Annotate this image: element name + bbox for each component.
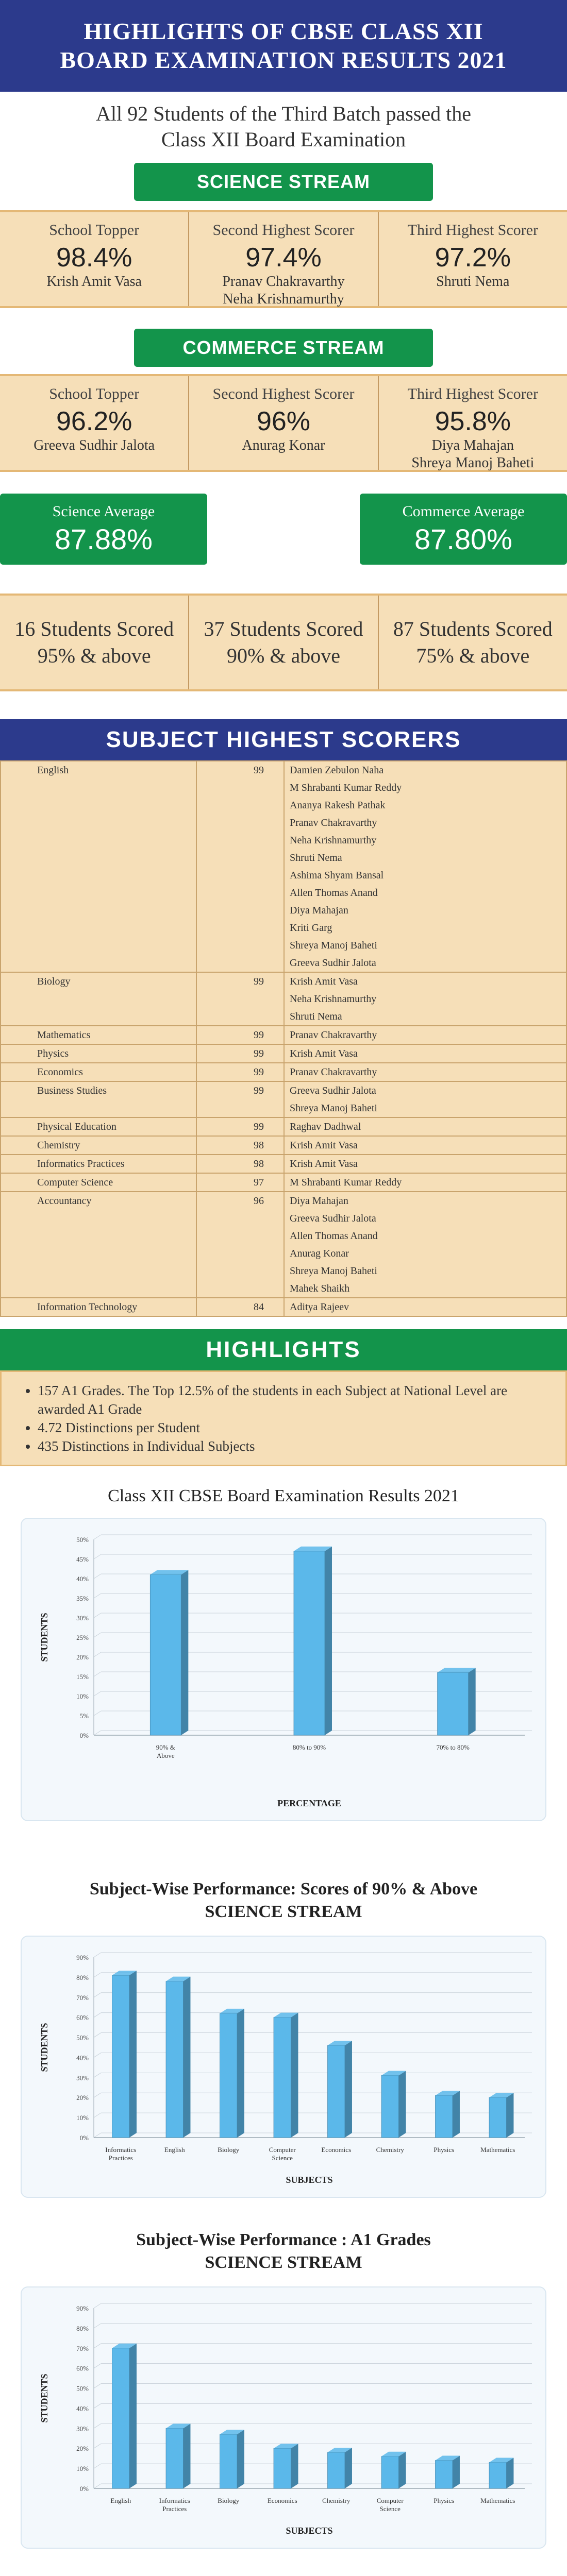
count-75-cell bbox=[379, 596, 567, 689]
subject-row bbox=[1, 1026, 566, 1044]
count-line-2: 75% & above bbox=[416, 644, 530, 667]
x-tick-label: Informatics Practices bbox=[105, 2146, 137, 2162]
bar-front bbox=[381, 2456, 398, 2488]
bar-side bbox=[506, 2458, 513, 2488]
score-percent: 96.2% bbox=[56, 406, 132, 436]
scorer-name: Neha Krishnamurthy bbox=[290, 993, 377, 1005]
scorer-name: Damien Zebulon Naha bbox=[290, 765, 384, 776]
bar bbox=[112, 2344, 137, 2488]
bar bbox=[436, 2456, 460, 2488]
scorer-name: M Shrabanti Kumar Reddy bbox=[290, 1177, 402, 1188]
subject-row bbox=[1, 1192, 566, 1298]
bar-side bbox=[181, 1570, 188, 1735]
subject-score: 99 bbox=[196, 1044, 284, 1063]
commerce-topper-cell bbox=[0, 376, 189, 470]
y-tick-label: 30% bbox=[76, 2425, 89, 2433]
scorer-name: Allen Thomas Anand bbox=[290, 887, 378, 899]
subject-score: 99 bbox=[196, 1063, 284, 1081]
gridline-side bbox=[94, 2093, 101, 2097]
scorer-name: Neha Krishnamurthy bbox=[290, 835, 377, 846]
subject-name: Physics bbox=[1, 1044, 196, 1063]
commerce-third-cell bbox=[379, 376, 567, 470]
science-average-value: 87.88% bbox=[55, 522, 153, 555]
x-tick-label: English bbox=[164, 2146, 185, 2154]
subject-name: Informatics Practices bbox=[1, 1155, 196, 1173]
chart-3-card bbox=[21, 2286, 546, 2549]
bar-front bbox=[381, 2075, 398, 2138]
subject-row bbox=[1, 1117, 566, 1136]
bar-side bbox=[291, 2013, 298, 2138]
y-tick-label: 50% bbox=[76, 2033, 89, 2042]
y-tick-label: 20% bbox=[76, 2445, 89, 2453]
y-tick-label: 40% bbox=[76, 2404, 89, 2413]
title-line-1: HIGHLIGHTS OF CBSE CLASS XII bbox=[84, 18, 483, 44]
y-tick-label: 70% bbox=[76, 2344, 89, 2352]
bar-front bbox=[489, 2097, 506, 2138]
x-tick-label: Economics bbox=[267, 2497, 297, 2504]
y-axis-title: STUDENTS bbox=[39, 1613, 49, 1662]
score-counts-row bbox=[0, 594, 567, 691]
y-tick-label: 5% bbox=[79, 1712, 89, 1720]
chart-2-card bbox=[21, 1936, 546, 2198]
highlights-banner: HIGHLIGHTS bbox=[0, 1329, 567, 1370]
y-tick-label: 80% bbox=[76, 2324, 89, 2332]
scorer-name: Diya Mahajan bbox=[290, 905, 348, 916]
bar-front bbox=[438, 1672, 469, 1735]
bar bbox=[220, 2009, 244, 2138]
bar-front bbox=[220, 2013, 237, 2138]
bar bbox=[381, 2071, 406, 2138]
role-label: Second Highest Scorer bbox=[212, 222, 355, 239]
scorer-name: Aditya Rajeev bbox=[290, 1301, 349, 1313]
x-tick-label: Computer Science bbox=[376, 2497, 404, 2513]
subject-row bbox=[1, 1173, 566, 1192]
gridline-side bbox=[94, 2403, 101, 2408]
subject-scorer-names bbox=[284, 1298, 566, 1316]
science-second-cell bbox=[189, 212, 378, 306]
subject-scorer-names bbox=[284, 761, 566, 972]
bar bbox=[489, 2458, 513, 2488]
y-axis-title: STUDENTS bbox=[39, 2023, 49, 2072]
x-tick-label: Physics bbox=[433, 2146, 455, 2154]
averages-row bbox=[0, 490, 567, 568]
scorer-name: Pranav Chakravarthy bbox=[290, 817, 377, 828]
intro-line-2: Class XII Board Examination bbox=[161, 128, 406, 151]
y-tick-label: 20% bbox=[76, 2094, 89, 2102]
subject-scorer-names bbox=[284, 1081, 566, 1117]
scorer-name: Ananya Rakesh Pathak bbox=[290, 800, 386, 811]
student-name: Diya Mahajan bbox=[431, 437, 514, 453]
count-line-1: 87 Students Scored bbox=[393, 617, 553, 640]
scorer-name: Raghav Dadhwal bbox=[290, 1121, 361, 1132]
x-tick-label: Mathematics bbox=[480, 2146, 515, 2154]
bar-side bbox=[398, 2452, 406, 2488]
subject-score: 97 bbox=[196, 1173, 284, 1192]
scorer-name: M Shrabanti Kumar Reddy bbox=[290, 782, 402, 793]
bar-front bbox=[328, 2045, 345, 2138]
student-name: Neha Krishnamurthy bbox=[223, 291, 344, 307]
scorer-name: Shruti Nema bbox=[290, 852, 342, 863]
bar bbox=[274, 2013, 298, 2138]
scorer-name: Shreya Manoj Baheti bbox=[290, 1103, 377, 1114]
gridline-side bbox=[94, 1993, 101, 1997]
gridline-side bbox=[94, 2113, 101, 2117]
student-name: Pranav Chakravarthy bbox=[222, 274, 345, 290]
student-name: Krish Amit Vasa bbox=[46, 274, 142, 290]
subject-score: 99 bbox=[196, 1026, 284, 1044]
subject-name: English bbox=[1, 761, 196, 972]
bar-side bbox=[237, 2009, 244, 2138]
x-axis-title: SUBJECTS bbox=[286, 2175, 333, 2185]
subject-score: 99 bbox=[196, 1081, 284, 1117]
bar bbox=[150, 1570, 188, 1735]
x-tick-label: Chemistry bbox=[322, 2497, 351, 2504]
bar-front bbox=[274, 2018, 291, 2138]
bar bbox=[166, 1977, 190, 2138]
bar bbox=[381, 2452, 406, 2488]
scorer-name: Mahek Shaikh bbox=[290, 1283, 350, 1294]
x-tick-label: English bbox=[110, 2497, 131, 2504]
commerce-average-box bbox=[360, 494, 567, 565]
science-scores-row bbox=[0, 210, 567, 308]
scorer-name: Allen Thomas Anand bbox=[290, 1230, 378, 1242]
count-line-2: 90% & above bbox=[227, 644, 340, 667]
subject-row bbox=[1, 1063, 566, 1081]
subject-scorer-names bbox=[284, 1173, 566, 1192]
chart-3-subtitle: SCIENCE STREAM bbox=[205, 2253, 362, 2272]
subject-row bbox=[1, 1136, 566, 1155]
x-tick-label: Physics bbox=[433, 2497, 455, 2504]
y-tick-label: 90% bbox=[76, 2304, 89, 2312]
y-tick-label: 90% bbox=[76, 1954, 89, 1961]
count-line-1: 37 Students Scored bbox=[204, 617, 363, 640]
scorer-name: Shreya Manoj Baheti bbox=[290, 1265, 377, 1277]
highlight-item: • 435 Distinctions in Individual Subjects bbox=[38, 1437, 545, 1455]
gridline-side bbox=[94, 1554, 101, 1559]
bar-front bbox=[436, 2461, 453, 2488]
scorer-name: Shruti Nema bbox=[290, 1011, 342, 1022]
subject-row bbox=[1, 1044, 566, 1063]
scorer-name: Greeva Sudhir Jalota bbox=[290, 1085, 376, 1096]
subject-name: Information Technology bbox=[1, 1298, 196, 1316]
y-tick-label: 35% bbox=[76, 1595, 89, 1602]
scorer-name: Kriti Garg bbox=[290, 922, 332, 934]
x-tick-label: Informatics Practices bbox=[159, 2497, 190, 2513]
subject-scorers-banner: SUBJECT HIGHEST SCORERS bbox=[0, 719, 567, 760]
subject-name: Computer Science bbox=[1, 1173, 196, 1192]
science-topper-cell bbox=[0, 212, 189, 306]
subject-score: 98 bbox=[196, 1155, 284, 1173]
bar bbox=[438, 1668, 476, 1735]
y-tick-label: 45% bbox=[76, 1555, 89, 1563]
gridline-side bbox=[94, 1535, 101, 1539]
subject-name: Accountancy bbox=[1, 1192, 196, 1298]
subject-scorer-names bbox=[284, 1026, 566, 1044]
role-label: School Topper bbox=[49, 385, 140, 402]
subject-scorer-names bbox=[284, 1192, 566, 1298]
y-tick-label: 10% bbox=[76, 2465, 89, 2473]
subject-row bbox=[1, 1298, 566, 1316]
commerce-second-cell bbox=[189, 376, 378, 470]
gridline-side bbox=[94, 2484, 101, 2488]
student-name: Shruti Nema bbox=[436, 274, 510, 290]
score-percent: 97.2% bbox=[435, 243, 511, 273]
y-tick-label: 60% bbox=[76, 2013, 89, 2022]
scorer-name: Krish Amit Vasa bbox=[290, 1048, 358, 1059]
intro-line-1: All 92 Students of the Third Batch passed the bbox=[95, 102, 472, 125]
gridline-side bbox=[94, 2133, 101, 2138]
scorer-name: Greeva Sudhir Jalota bbox=[290, 1213, 376, 1224]
subject-name: Business Studies bbox=[1, 1081, 196, 1117]
y-tick-label: 0% bbox=[79, 2134, 89, 2142]
scorer-name: Anurag Konar bbox=[290, 1248, 349, 1259]
gridline-side bbox=[94, 1633, 101, 1637]
subject-score: 84 bbox=[196, 1298, 284, 1316]
scorer-name: Greeva Sudhir Jalota bbox=[290, 957, 376, 969]
gridline-side bbox=[94, 2424, 101, 2428]
chart-1-card bbox=[21, 1518, 546, 1821]
x-tick-label: 80% to 90% bbox=[292, 1743, 326, 1751]
subject-row bbox=[1, 1155, 566, 1173]
science-third-cell bbox=[379, 212, 567, 306]
bar-front bbox=[294, 1551, 325, 1735]
subject-name: Chemistry bbox=[1, 1136, 196, 1155]
highlight-item: • 157 A1 Grades. The Top 12.5% of the students in each Subject at National Level are awarded A1 Grade bbox=[38, 1381, 545, 1418]
bar-front bbox=[166, 1981, 183, 2138]
gridline-side bbox=[94, 1953, 101, 1957]
student-name: Greeva Sudhir Jalota bbox=[34, 437, 155, 453]
commerce-stream-banner: COMMERCE STREAM bbox=[134, 329, 433, 367]
chart-3-svg bbox=[22, 2287, 545, 2545]
y-tick-label: 25% bbox=[76, 1634, 89, 1641]
science-average-label: Science Average bbox=[52, 502, 155, 520]
bar-side bbox=[129, 2344, 137, 2488]
y-tick-label: 70% bbox=[76, 1993, 89, 2002]
bar-front bbox=[274, 2448, 291, 2488]
commerce-average-value: 87.80% bbox=[414, 522, 512, 555]
bar-front bbox=[150, 1574, 181, 1735]
score-percent: 97.4% bbox=[245, 243, 322, 273]
gridline-side bbox=[94, 1652, 101, 1657]
subject-row bbox=[1, 972, 566, 1026]
highlights-box bbox=[0, 1370, 567, 1466]
scorer-name: Ashima Shyam Bansal bbox=[290, 870, 384, 881]
gridline-side bbox=[94, 1672, 101, 1676]
bar bbox=[436, 2091, 460, 2138]
y-tick-label: 30% bbox=[76, 1614, 89, 1622]
y-tick-label: 0% bbox=[79, 2485, 89, 2493]
bar bbox=[294, 1547, 332, 1735]
chart-1-title: Class XII CBSE Board Examination Results 2021 bbox=[108, 1486, 459, 1505]
x-tick-label: Mathematics bbox=[480, 2497, 515, 2504]
scorer-name: Diya Mahajan bbox=[290, 1195, 348, 1207]
gridline-side bbox=[94, 1731, 101, 1735]
bar bbox=[166, 2424, 190, 2488]
gridline-side bbox=[94, 2384, 101, 2388]
subject-scorer-names bbox=[284, 1136, 566, 1155]
bar-side bbox=[183, 2424, 190, 2488]
chart-2-subtitle: SCIENCE STREAM bbox=[205, 1902, 362, 1921]
intro-text bbox=[0, 101, 567, 163]
gridline-side bbox=[94, 2033, 101, 2038]
y-tick-label: 80% bbox=[76, 1973, 89, 1981]
bar-front bbox=[489, 2462, 506, 2488]
role-label: School Topper bbox=[49, 222, 140, 239]
y-axis-title: STUDENTS bbox=[39, 2374, 49, 2423]
x-tick-label: 70% to 80% bbox=[436, 1743, 470, 1751]
y-tick-label: 30% bbox=[76, 2074, 89, 2082]
bar-side bbox=[398, 2071, 406, 2138]
count-95-cell bbox=[0, 596, 189, 689]
bar-front bbox=[112, 2348, 129, 2488]
student-name: Shreya Manoj Baheti bbox=[411, 455, 535, 471]
subject-score: 99 bbox=[196, 1117, 284, 1136]
bar-front bbox=[220, 2434, 237, 2488]
scorer-name: Krish Amit Vasa bbox=[290, 1140, 358, 1151]
bar-side bbox=[469, 1668, 476, 1735]
commerce-average-label: Commerce Average bbox=[402, 502, 525, 520]
x-tick-label: Economics bbox=[321, 2146, 352, 2154]
subject-name: Mathematics bbox=[1, 1026, 196, 1044]
x-tick-label: 90% & Above bbox=[156, 1743, 175, 1759]
scorer-name: Pranav Chakravarthy bbox=[290, 1029, 377, 1041]
count-line-1: 16 Students Scored bbox=[14, 617, 174, 640]
gridline-side bbox=[94, 1574, 101, 1579]
bar-side bbox=[129, 1971, 137, 2138]
gridline-side bbox=[94, 1613, 101, 1618]
gridline-side bbox=[94, 2364, 101, 2368]
bar-side bbox=[506, 2093, 513, 2138]
science-average-box bbox=[0, 494, 207, 565]
subject-name: Economics bbox=[1, 1063, 196, 1081]
chart-3-title: Subject-Wise Performance : A1 Grades bbox=[136, 2230, 431, 2249]
subject-row bbox=[1, 761, 566, 972]
count-line-2: 95% & above bbox=[37, 644, 151, 667]
gridline-side bbox=[94, 2344, 101, 2348]
bar-front bbox=[436, 2095, 453, 2138]
bar-side bbox=[345, 2448, 352, 2488]
subject-score: 99 bbox=[196, 972, 284, 1026]
x-tick-label: Chemistry bbox=[376, 2146, 404, 2154]
bar bbox=[489, 2093, 513, 2138]
bar-side bbox=[345, 2041, 352, 2138]
gridline-side bbox=[94, 2444, 101, 2448]
y-tick-label: 60% bbox=[76, 2364, 89, 2372]
x-axis-title: SUBJECTS bbox=[286, 2526, 333, 2536]
role-label: Third Highest Scorer bbox=[407, 222, 538, 239]
x-tick-label: Biology bbox=[218, 2146, 240, 2154]
gridline-side bbox=[94, 1594, 101, 1598]
bar-front bbox=[328, 2452, 345, 2488]
gridline-side bbox=[94, 1973, 101, 1977]
y-tick-label: 20% bbox=[76, 1653, 89, 1661]
bar bbox=[328, 2041, 352, 2138]
bar bbox=[112, 1971, 137, 2138]
scorer-name: Pranav Chakravarthy bbox=[290, 1066, 377, 1078]
gridline-side bbox=[94, 1691, 101, 1696]
y-tick-label: 50% bbox=[76, 1536, 89, 1544]
subject-scorer-names bbox=[284, 1063, 566, 1081]
subject-score: 98 bbox=[196, 1136, 284, 1155]
gridline-side bbox=[94, 1711, 101, 1716]
bar-side bbox=[453, 2456, 460, 2488]
title-line-2: BOARD EXAMINATION RESULTS 2021 bbox=[60, 47, 507, 73]
x-tick-label: Biology bbox=[218, 2497, 240, 2504]
subject-row bbox=[1, 1081, 566, 1117]
subject-score: 96 bbox=[196, 1192, 284, 1298]
x-tick-label: Computer Science bbox=[269, 2146, 296, 2162]
gridline-side bbox=[94, 2303, 101, 2308]
subject-name: Biology bbox=[1, 972, 196, 1026]
x-axis-title: PERCENTAGE bbox=[277, 1798, 341, 1808]
score-percent: 95.8% bbox=[435, 406, 511, 436]
y-tick-label: 50% bbox=[76, 2384, 89, 2393]
bar-side bbox=[325, 1547, 332, 1735]
scorer-name: Krish Amit Vasa bbox=[290, 976, 358, 987]
y-tick-label: 10% bbox=[76, 2114, 89, 2122]
subject-scorers-table bbox=[0, 760, 567, 1317]
subject-scorer-names bbox=[284, 972, 566, 1026]
commerce-scores-row bbox=[0, 374, 567, 472]
page-title bbox=[0, 0, 567, 92]
bar-front bbox=[166, 2428, 183, 2488]
bar-side bbox=[237, 2430, 244, 2488]
bar bbox=[220, 2430, 244, 2488]
y-tick-label: 40% bbox=[76, 2054, 89, 2062]
score-percent: 96% bbox=[256, 406, 311, 436]
subject-score: 99 bbox=[196, 761, 284, 972]
subject-scorer-names bbox=[284, 1044, 566, 1063]
bar-side bbox=[453, 2091, 460, 2138]
scorer-name: Shreya Manoj Baheti bbox=[290, 940, 377, 951]
count-90-cell bbox=[189, 596, 378, 689]
role-label: Third Highest Scorer bbox=[407, 385, 538, 402]
bar bbox=[274, 2444, 298, 2488]
subject-name: Physical Education bbox=[1, 1117, 196, 1136]
gridline-side bbox=[94, 2464, 101, 2468]
gridline-side bbox=[94, 2013, 101, 2018]
scorer-name: Krish Amit Vasa bbox=[290, 1158, 358, 1170]
score-percent: 98.4% bbox=[56, 243, 132, 273]
y-tick-label: 10% bbox=[76, 1692, 89, 1700]
chart-2-title: Subject-Wise Performance: Scores of 90% & Above bbox=[89, 1879, 478, 1899]
science-stream-banner: SCIENCE STREAM bbox=[134, 163, 433, 201]
y-tick-label: 15% bbox=[76, 1673, 89, 1681]
subject-scorer-names bbox=[284, 1155, 566, 1173]
chart-1-svg bbox=[22, 1519, 545, 1818]
gridline-side bbox=[94, 2073, 101, 2077]
bar-side bbox=[291, 2444, 298, 2488]
student-name: Anurag Konar bbox=[242, 437, 325, 453]
gridline-side bbox=[94, 2324, 101, 2328]
subject-scorer-names bbox=[284, 1117, 566, 1136]
highlight-item: • 4.72 Distinctions per Student bbox=[38, 1418, 545, 1437]
bar-side bbox=[183, 1977, 190, 2138]
y-tick-label: 0% bbox=[79, 1732, 89, 1739]
bar bbox=[328, 2448, 352, 2488]
y-tick-label: 40% bbox=[76, 1575, 89, 1583]
gridline-side bbox=[94, 2053, 101, 2057]
role-label: Second Highest Scorer bbox=[212, 385, 355, 402]
bar-front bbox=[112, 1975, 129, 2138]
chart-2-svg bbox=[22, 1937, 545, 2194]
